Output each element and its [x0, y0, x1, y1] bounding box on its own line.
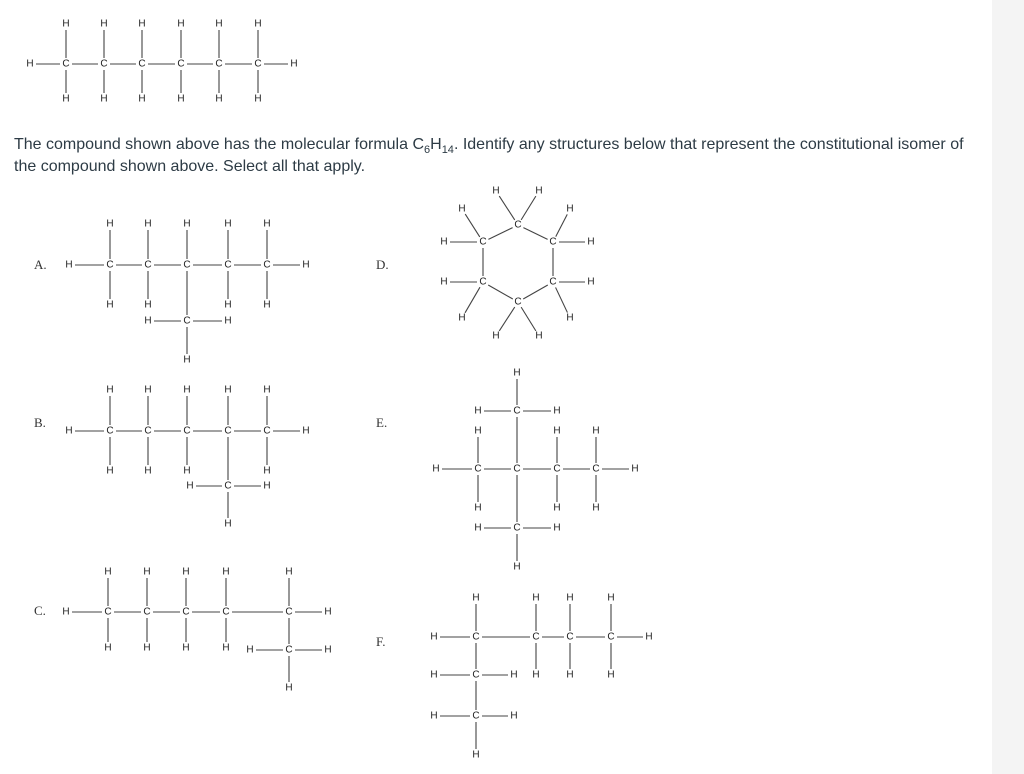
option-a-label[interactable]: A.	[34, 257, 47, 272]
carbon-atom: C	[138, 58, 146, 70]
hydrogen-atom: H	[224, 384, 232, 396]
carbon-atom: C	[566, 631, 574, 643]
hydrogen-atom: H	[144, 315, 152, 327]
carbon-atom: C	[62, 58, 70, 70]
hydrogen-atom: H	[106, 218, 114, 230]
carbon-atom: C	[143, 606, 151, 618]
hydrogen-atom: H	[222, 642, 230, 654]
question-part2: H	[430, 136, 442, 153]
hydrogen-atom: H	[324, 644, 332, 656]
carbon-atom: C	[100, 58, 108, 70]
carbon-atom: C	[144, 259, 152, 271]
hydrogen-atom: H	[263, 384, 271, 396]
carbon-atom: C	[263, 425, 271, 437]
hydrogen-atom: H	[254, 93, 262, 105]
hydrogen-atom: H	[492, 330, 500, 342]
option-f-label[interactable]: F.	[376, 634, 386, 649]
hydrogen-atom: H	[440, 236, 448, 248]
hydrogen-atom: H	[535, 330, 543, 342]
hydrogen-atom: H	[432, 463, 440, 475]
hydrogen-atom: H	[510, 710, 518, 722]
carbon-atom: C	[106, 259, 114, 271]
hydrogen-atom: H	[246, 644, 254, 656]
carbon-atom: C	[513, 463, 521, 475]
carbon-atom: C	[472, 710, 480, 722]
hydrogen-atom: H	[254, 18, 262, 30]
carbon-atom: C	[104, 606, 112, 618]
carbon-atom: C	[479, 276, 487, 288]
hydrogen-atom: H	[144, 465, 152, 477]
hydrogen-atom: H	[532, 592, 540, 604]
hydrogen-atom: H	[566, 592, 574, 604]
hydrogen-atom: H	[183, 465, 191, 477]
carbon-atom: C	[222, 606, 230, 618]
hydrogen-atom: H	[263, 480, 271, 492]
hydrogen-atom: H	[290, 58, 298, 70]
question-part1: The compound shown above has the molecular formula C	[14, 136, 424, 153]
hydrogen-atom: H	[100, 93, 108, 105]
hydrogen-atom: H	[224, 299, 232, 311]
hydrogen-atom: H	[587, 236, 595, 248]
hydrogen-atom: H	[26, 58, 34, 70]
hydrogen-atom: H	[566, 669, 574, 681]
right-sidebar-strip	[992, 0, 1024, 774]
carbon-atom: C	[254, 58, 262, 70]
hydrogen-atom: H	[62, 606, 70, 618]
hydrogen-atom: H	[144, 384, 152, 396]
hydrogen-atom: H	[143, 642, 151, 654]
hydrogen-atom: H	[566, 203, 574, 215]
hydrogen-atom: H	[62, 93, 70, 105]
carbon-atom: C	[592, 463, 600, 475]
carbon-atom: C	[514, 296, 522, 308]
carbon-atom: C	[553, 463, 561, 475]
carbon-atom: C	[106, 425, 114, 437]
hydrogen-atom: H	[458, 203, 466, 215]
hydrogen-atom: H	[510, 669, 518, 681]
hydrogen-atom: H	[144, 299, 152, 311]
option-e-label[interactable]: E.	[376, 415, 388, 430]
hydrogen-atom: H	[263, 299, 271, 311]
option-b-label[interactable]: B.	[34, 415, 46, 430]
hydrogen-atom: H	[553, 502, 561, 514]
hydrogen-atom: H	[592, 425, 600, 437]
carbon-atom: C	[472, 669, 480, 681]
hydrogen-atom: H	[513, 561, 521, 573]
hydrogen-atom: H	[513, 367, 521, 379]
hydrogen-atom: H	[492, 185, 500, 197]
hydrogen-atom: H	[324, 606, 332, 618]
hydrogen-atom: H	[430, 669, 438, 681]
hydrogen-atom: H	[183, 384, 191, 396]
hydrogen-atom: H	[104, 642, 112, 654]
hydrogen-atom: H	[183, 354, 191, 366]
hydrogen-atom: H	[532, 669, 540, 681]
hydrogen-atom: H	[143, 566, 151, 578]
carbon-atom: C	[183, 425, 191, 437]
carbon-atom: C	[514, 219, 522, 231]
carbon-atom: C	[472, 631, 480, 643]
hydrogen-atom: H	[144, 218, 152, 230]
hydrogen-atom: H	[182, 642, 190, 654]
carbon-atom: C	[532, 631, 540, 643]
hydrogen-atom: H	[106, 384, 114, 396]
hydrogen-atom: H	[106, 299, 114, 311]
hydrogen-atom: H	[553, 522, 561, 534]
hydrogen-atom: H	[474, 522, 482, 534]
carbon-atom: C	[215, 58, 223, 70]
formula-subscript-14: 14	[441, 144, 454, 157]
hydrogen-atom: H	[182, 566, 190, 578]
carbon-atom: C	[513, 522, 521, 534]
hydrogen-atom: H	[474, 425, 482, 437]
carbon-atom: C	[474, 463, 482, 475]
hydrogen-atom: H	[285, 682, 293, 694]
carbon-atom: C	[607, 631, 615, 643]
hydrogen-atom: H	[186, 480, 194, 492]
hydrogen-atom: H	[177, 18, 185, 30]
carbon-atom: C	[182, 606, 190, 618]
hydrogen-atom: H	[224, 315, 232, 327]
hydrogen-atom: H	[106, 465, 114, 477]
hydrogen-atom: H	[430, 631, 438, 643]
hydrogen-atom: H	[472, 592, 480, 604]
hydrogen-atom: H	[100, 18, 108, 30]
carbon-atom: C	[144, 425, 152, 437]
hydrogen-atom: H	[183, 218, 191, 230]
option-c-label[interactable]: C.	[34, 603, 46, 618]
hydrogen-atom: H	[263, 465, 271, 477]
hydrogen-atom: H	[553, 425, 561, 437]
carbon-atom: C	[285, 644, 293, 656]
carbon-atom: C	[479, 236, 487, 248]
carbon-atom: C	[549, 276, 557, 288]
hydrogen-atom: H	[607, 669, 615, 681]
hydrogen-atom: H	[224, 218, 232, 230]
hydrogen-atom: H	[65, 259, 73, 271]
carbon-atom: C	[183, 315, 191, 327]
hydrogen-atom: H	[440, 276, 448, 288]
hydrogen-atom: H	[302, 425, 310, 437]
hydrogen-atom: H	[285, 566, 293, 578]
hydrogen-atom: H	[224, 518, 232, 530]
carbon-atom: C	[183, 259, 191, 271]
hydrogen-atom: H	[474, 502, 482, 514]
hydrogen-atom: H	[215, 93, 223, 105]
carbon-atom: C	[549, 236, 557, 248]
hydrogen-atom: H	[587, 276, 595, 288]
hydrogen-atom: H	[215, 18, 223, 30]
hydrogen-atom: H	[535, 185, 543, 197]
formula-subscript-6: 6	[424, 144, 431, 157]
hydrogen-atom: H	[645, 631, 653, 643]
carbon-atom: C	[224, 425, 232, 437]
hydrogen-atom: H	[474, 405, 482, 417]
hydrogen-atom: H	[566, 312, 574, 324]
hydrogen-atom: H	[138, 93, 146, 105]
carbon-atom: C	[263, 259, 271, 271]
hydrogen-atom: H	[430, 710, 438, 722]
hydrogen-atom: H	[177, 93, 185, 105]
hydrogen-atom: H	[104, 566, 112, 578]
carbon-atom: C	[224, 259, 232, 271]
hydrogen-atom: H	[302, 259, 310, 271]
hydrogen-atom: H	[592, 502, 600, 514]
carbon-atom: C	[285, 606, 293, 618]
carbon-atom: C	[224, 480, 232, 492]
hydrogen-atom: H	[263, 218, 271, 230]
option-d-label[interactable]: D.	[376, 257, 389, 272]
hydrogen-atom: H	[222, 566, 230, 578]
hydrogen-atom: H	[458, 312, 466, 324]
carbon-atom: C	[513, 405, 521, 417]
hydrogen-atom: H	[65, 425, 73, 437]
hydrogen-atom: H	[631, 463, 639, 475]
question-part3: . Identify any structures below that represent the constitutional isomer of the compound shown above. Select all that apply.	[14, 136, 964, 175]
carbon-atom: C	[177, 58, 185, 70]
hydrogen-atom: H	[138, 18, 146, 30]
hydrogen-atom: H	[62, 18, 70, 30]
hydrogen-atom: H	[553, 405, 561, 417]
hydrogen-atom: H	[607, 592, 615, 604]
hydrogen-atom: H	[472, 749, 480, 761]
